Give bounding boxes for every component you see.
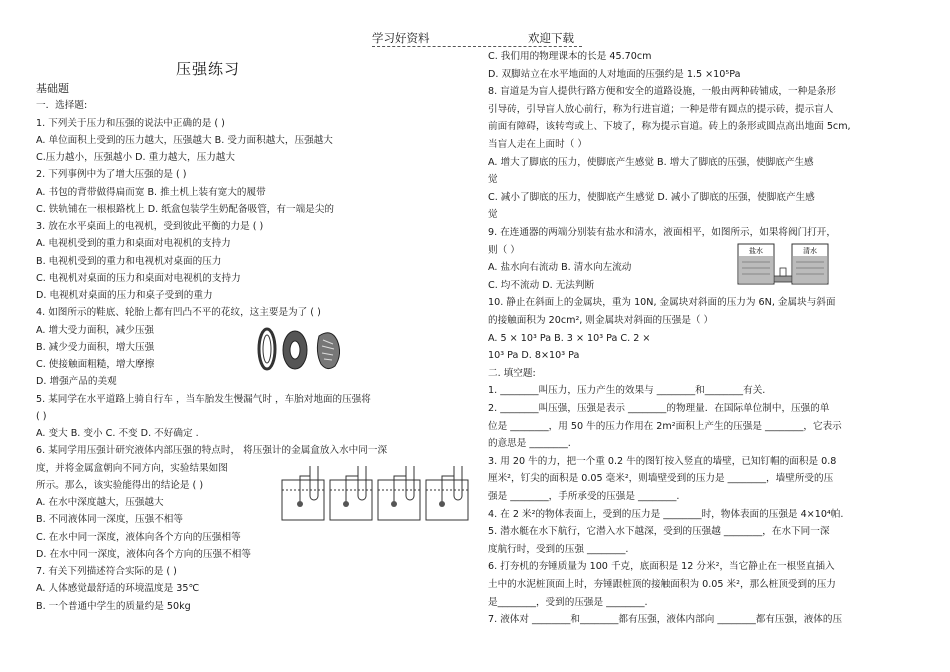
right-text-line: 的接触面积为 20cm², 则金属块对斜面的压强是（ ）: [488, 315, 714, 326]
right-text-line: 引导砖，引导盲人放心前行，称为行进盲道；一种是带有圆点的提示砖，提示盲人: [488, 103, 834, 115]
saltwater-label: 盐水: [749, 247, 763, 255]
right-text-line: 觉: [488, 174, 498, 186]
left-text-line: A. 书包的背带做得扁而宽 B. 推土机上装有宽大的履带: [36, 186, 266, 198]
right-text-line: 7. 液体对 ________和________都有压强，液体内部向 ________都有压强，液体的压: [488, 614, 843, 626]
right-text-line: 位是 ________，用 50 牛的压力作用在 2m²面积上产生的压强是 ________，它表示: [488, 420, 842, 432]
left-text-line: ( ): [36, 410, 47, 422]
right-text-line: 2. ________叫压强，压强是表示 ________的物理量．在国际单位制中，压强的单: [488, 403, 830, 414]
right-text-line: D. 双脚站立在水平地面的人对地面的压强约是 1.5 ×10⁵Pa: [488, 68, 741, 80]
right-text-line: 3. 用 20 牛的力，把一个重 0.2 牛的图钉按入竖直的墙壁，已知钉帽的面积是 0.8: [488, 455, 837, 467]
page-header: [372, 30, 582, 47]
right-text-line: 则（ ）: [488, 244, 520, 256]
right-text-line: 觉: [488, 209, 498, 221]
left-text-line: 4. 如图所示的鞋底、轮胎上都有凹凸不平的花纹，这主要是为了 ( ): [36, 307, 321, 319]
right-text-line: A. 增大了脚底的压力，使脚底产生感觉 B. 增大了脚底的压强，使脚底产生感: [488, 156, 814, 168]
right-text-line: C. 我们用的物理课本的长是 45.70cm: [488, 51, 652, 62]
left-text-line: D. 电视机对桌面的压力和桌子受到的重力: [36, 290, 213, 301]
left-text-line: B. 一个普通中学生的质量约是 50kg: [36, 600, 191, 612]
left-text-line: A. 增大受力面积，减少压强: [36, 324, 155, 336]
left-text-line: A. 单位面积上受到的压力越大，压强越大 B. 受力面积越大，压强越大: [36, 134, 333, 146]
left-text-line: C. 在水中同一深度，液体向各个方向的压强相等: [36, 531, 241, 543]
right-text-line: 二. 填空题:: [488, 367, 536, 379]
connected-vessels-figure: [736, 240, 830, 288]
right-text-line: 前面有障碍，该转弯或上、下坡了，称为提示盲道。砖上的条形或圆点高出地面 5cm,: [488, 121, 851, 133]
left-text-line: B. 不同液体同一深度，压强不相等: [36, 514, 183, 526]
left-text-line: A. 电视机受到的重力和桌面对电视机的支持力: [36, 238, 231, 250]
left-text-line: 度，并将金属盒朝向不同方向，实验结果如图: [36, 462, 228, 474]
left-text-line: C. 电视机对桌面的压力和桌面对电视机的支持力: [36, 272, 241, 284]
page-title: 压强练习: [176, 60, 241, 78]
right-text-line: 的意思是 ________.: [488, 438, 571, 450]
right-text-line: 是________，受到的压强是 ________.: [488, 596, 648, 608]
right-text-line: 度航行时，受到的压强 ________.: [488, 543, 629, 555]
right-text-line: 5. 潜水艇在水下航行，它潜入水下越深，受到的压强越 ________，在水下同一深: [488, 526, 830, 538]
right-text-line: 10³ Pa D. 8×10³ Pa: [488, 350, 580, 362]
left-text-line: 1. 下列关于压力和压强的说法中正确的是 ( ): [36, 117, 225, 129]
right-text-line: 8. 盲道是为盲人提供行路方便和安全的道路设施，一般由两种砖铺成，一种是条形: [488, 86, 836, 98]
left-text-line: B. 电视机受到的重力和电视机对桌面的压力: [36, 255, 222, 267]
left-text-line: 6. 某同学用压强计研究液体内部压强的特点时， 将压强计的金属盒放入水中同一深: [36, 445, 388, 457]
right-text-line: A. 盐水向右流动 B. 清水向左流动: [488, 262, 632, 274]
left-text-line: 7. 有关下列描述符合实际的是 ( ): [36, 566, 177, 577]
left-text-line: A. 人体感觉最舒适的环境温度是 35℃: [36, 583, 200, 595]
left-text-line: C. 铁轨铺在一根根路枕上 D. 纸盒包装学生奶配备吸管，有一端是尖的: [36, 203, 334, 215]
freshwater-label: 清水: [803, 247, 817, 255]
left-text-line: 2. 下列事例中为了增大压强的是 ( ): [36, 169, 187, 181]
right-text-line: 强是 ________，手所承受的压强是 ________.: [488, 491, 680, 502]
left-text-line: D. 增强产品的美观: [36, 376, 117, 388]
right-text-line: C. 减小了脚底的压力，使脚底产生感觉 D. 减小了脚底的压强，使脚底产生感: [488, 191, 815, 203]
left-text-line: B. 减少受力面积，增大压强: [36, 341, 155, 353]
header-left: 学习好资料: [372, 31, 430, 45]
right-text-line: 9. 在连通器的两端分别装有盐水和清水，液面相平，如图所示，如果将阀门打开，: [488, 227, 836, 238]
right-text-line: 1. ________叫压力，压力产生的效果与 ________和________有关.: [488, 385, 766, 397]
left-text-line: 基础题: [36, 82, 69, 95]
right-text-line: 当盲人走在上面时（ ）: [488, 139, 587, 150]
left-text-line: A. 在水中深度越大，压强越大: [36, 497, 164, 508]
left-text-line: C. 使接触面粗糙，增大摩擦: [36, 359, 155, 370]
right-text-line: 6. 打夯机的夯锤质量为 100 千克，底面积是 12 分米²，当它静止在一根竖直插入: [488, 561, 835, 573]
right-text-line: C. 均不流动 D. 无法判断: [488, 279, 595, 291]
right-text-line: 10. 静止在斜面上的金属块，重为 10N, 金属块对斜面的压力为 6N, 金属块与斜面: [488, 297, 836, 309]
left-text-line: C.压力越小，压强越小 D. 重力越大，压力越大: [36, 152, 235, 163]
right-text-line: A. 5 × 10³ Pa B. 3 × 10³ Pa C. 2 ×: [488, 332, 651, 344]
left-text-line: D. 在水中同一深度，液体向各个方向的压强不相等: [36, 548, 251, 560]
pressure-gauge-figure: [280, 464, 470, 524]
header-right: 欢迎下载: [528, 31, 574, 45]
left-text-line: 3. 放在水平桌面上的电视机，受到彼此平衡的力是 ( ): [36, 221, 264, 232]
left-text-line: 所示。那么，该实验能得出的结论是 ( ): [36, 479, 204, 491]
left-text-line: 5. 某同学在水平道路上骑自行车 ，当车胎发生慢漏气时 ，车胎对地面的压强将: [36, 393, 371, 405]
right-text-line: 厘米²，钉尖的面积是 0.05 毫米²，则墙壁受到的压力是 ________，墙壁所受的压: [488, 473, 834, 485]
right-text-line: 4. 在 2 米²的物体表面上，受到的压力是 ________时，物体表面的压强是 4×10⁴帕.: [488, 508, 844, 520]
left-text-line: A. 变大 B. 变小 C. 不变 D. 不好确定 .: [36, 428, 199, 439]
right-text-line: 土中的水泥桩顶面上时，夯锤跟桩顶的接触面积为 0.05 米²，那么桩顶受到的压力: [488, 579, 836, 590]
left-text-line: 一．选择题:: [36, 100, 88, 111]
tire-sole-figure: [253, 326, 351, 372]
